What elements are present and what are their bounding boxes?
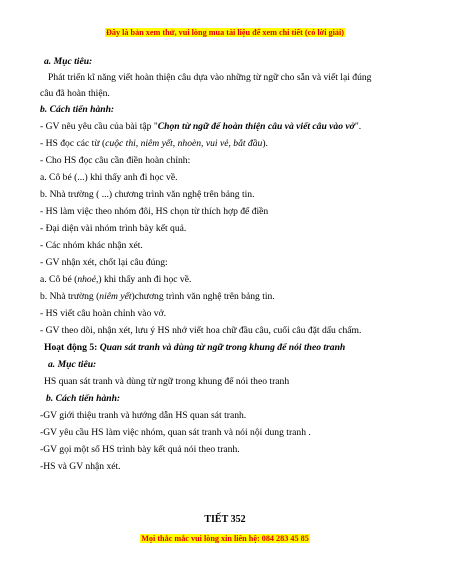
- paragraph-line: -HS và GV nhận xét.: [40, 461, 121, 472]
- paragraph-line: - GV theo dõi, nhận xét, lưu ý HS nhớ viết hoa chữ đầu câu, cuối câu đặt dấu chấm.: [40, 325, 362, 336]
- section-heading-objective: a. Mục tiêu:: [44, 56, 93, 67]
- paragraph-line: - Cho HS đọc câu cần điền hoàn chỉnh:: [40, 155, 191, 166]
- paragraph-line: b. Nhà trường (niêm yết)chương trình văn nghệ trên bảng tin.: [40, 291, 275, 302]
- section-heading-objective: a. Mục tiêu:: [48, 359, 97, 370]
- contact-notice-banner: Mọi thắc mắc vui lòng xin liên hệ: 084 283 45 85: [141, 534, 309, 543]
- paragraph-line: -GV yêu cầu HS làm việc nhóm, quan sát tranh và nói nội dung tranh .: [40, 427, 311, 438]
- paragraph-line: a. Cô bé (nhoẻ,) khi thấy anh đi học về.: [40, 274, 192, 285]
- lesson-title: TIẾT 352: [204, 514, 246, 525]
- section-heading-procedure: b. Cách tiến hành:: [40, 104, 115, 115]
- paragraph-line: - Đại diện vài nhóm trình bày kết quả.: [40, 223, 187, 234]
- paragraph-line: câu đã hoàn thiện.: [40, 88, 110, 99]
- paragraph-line: - HS viết câu hoàn chỉnh vào vở.: [40, 308, 167, 319]
- paragraph-line: b. Nhà trường ( ...) chương trình văn nghệ trên bảng tin.: [40, 189, 255, 200]
- paragraph-line: - Các nhóm khác nhận xét.: [40, 240, 143, 251]
- section-heading-procedure: b. Cách tiến hành:: [46, 393, 121, 404]
- paragraph-line: Phát triển kĩ năng viết hoàn thiện câu dựa vào những từ ngữ cho sẵn và viết lại đúng: [48, 72, 372, 83]
- paragraph-line: - GV nêu yêu cầu của bài tập "Chọn từ ngữ để hoàn thiện câu và viết câu vào vở".: [40, 121, 362, 132]
- paragraph-line: - GV nhận xét, chốt lại câu đúng:: [40, 257, 168, 268]
- preview-notice-banner: Đây là bản xem thử, vui lòng mua tài liệu để xem chi tiết (có lời giải): [105, 28, 344, 37]
- paragraph-line: a. Cô bé (...) khi thấy anh đi học về.: [40, 172, 178, 183]
- paragraph-line: - HS làm việc theo nhóm đôi, HS chọn từ thích hợp để điền: [40, 206, 269, 217]
- paragraph-line: -GV gọi một số HS trình bày kết quả nói theo tranh.: [40, 444, 240, 455]
- paragraph-line: HS quan sát tranh và dùng từ ngữ trong khung để nói theo tranh: [44, 376, 290, 387]
- paragraph-line: -GV giới thiệu tranh và hướng dẫn HS quan sát tranh.: [40, 410, 247, 421]
- activity-heading: Hoạt động 5: Quan sát tranh và dùng từ ngữ trong khung để nói theo tranh: [44, 342, 346, 353]
- paragraph-line: - HS đọc các từ (cuộc thi, niêm yết, nhoèn, vui vẻ, bắt đầu).: [40, 138, 268, 149]
